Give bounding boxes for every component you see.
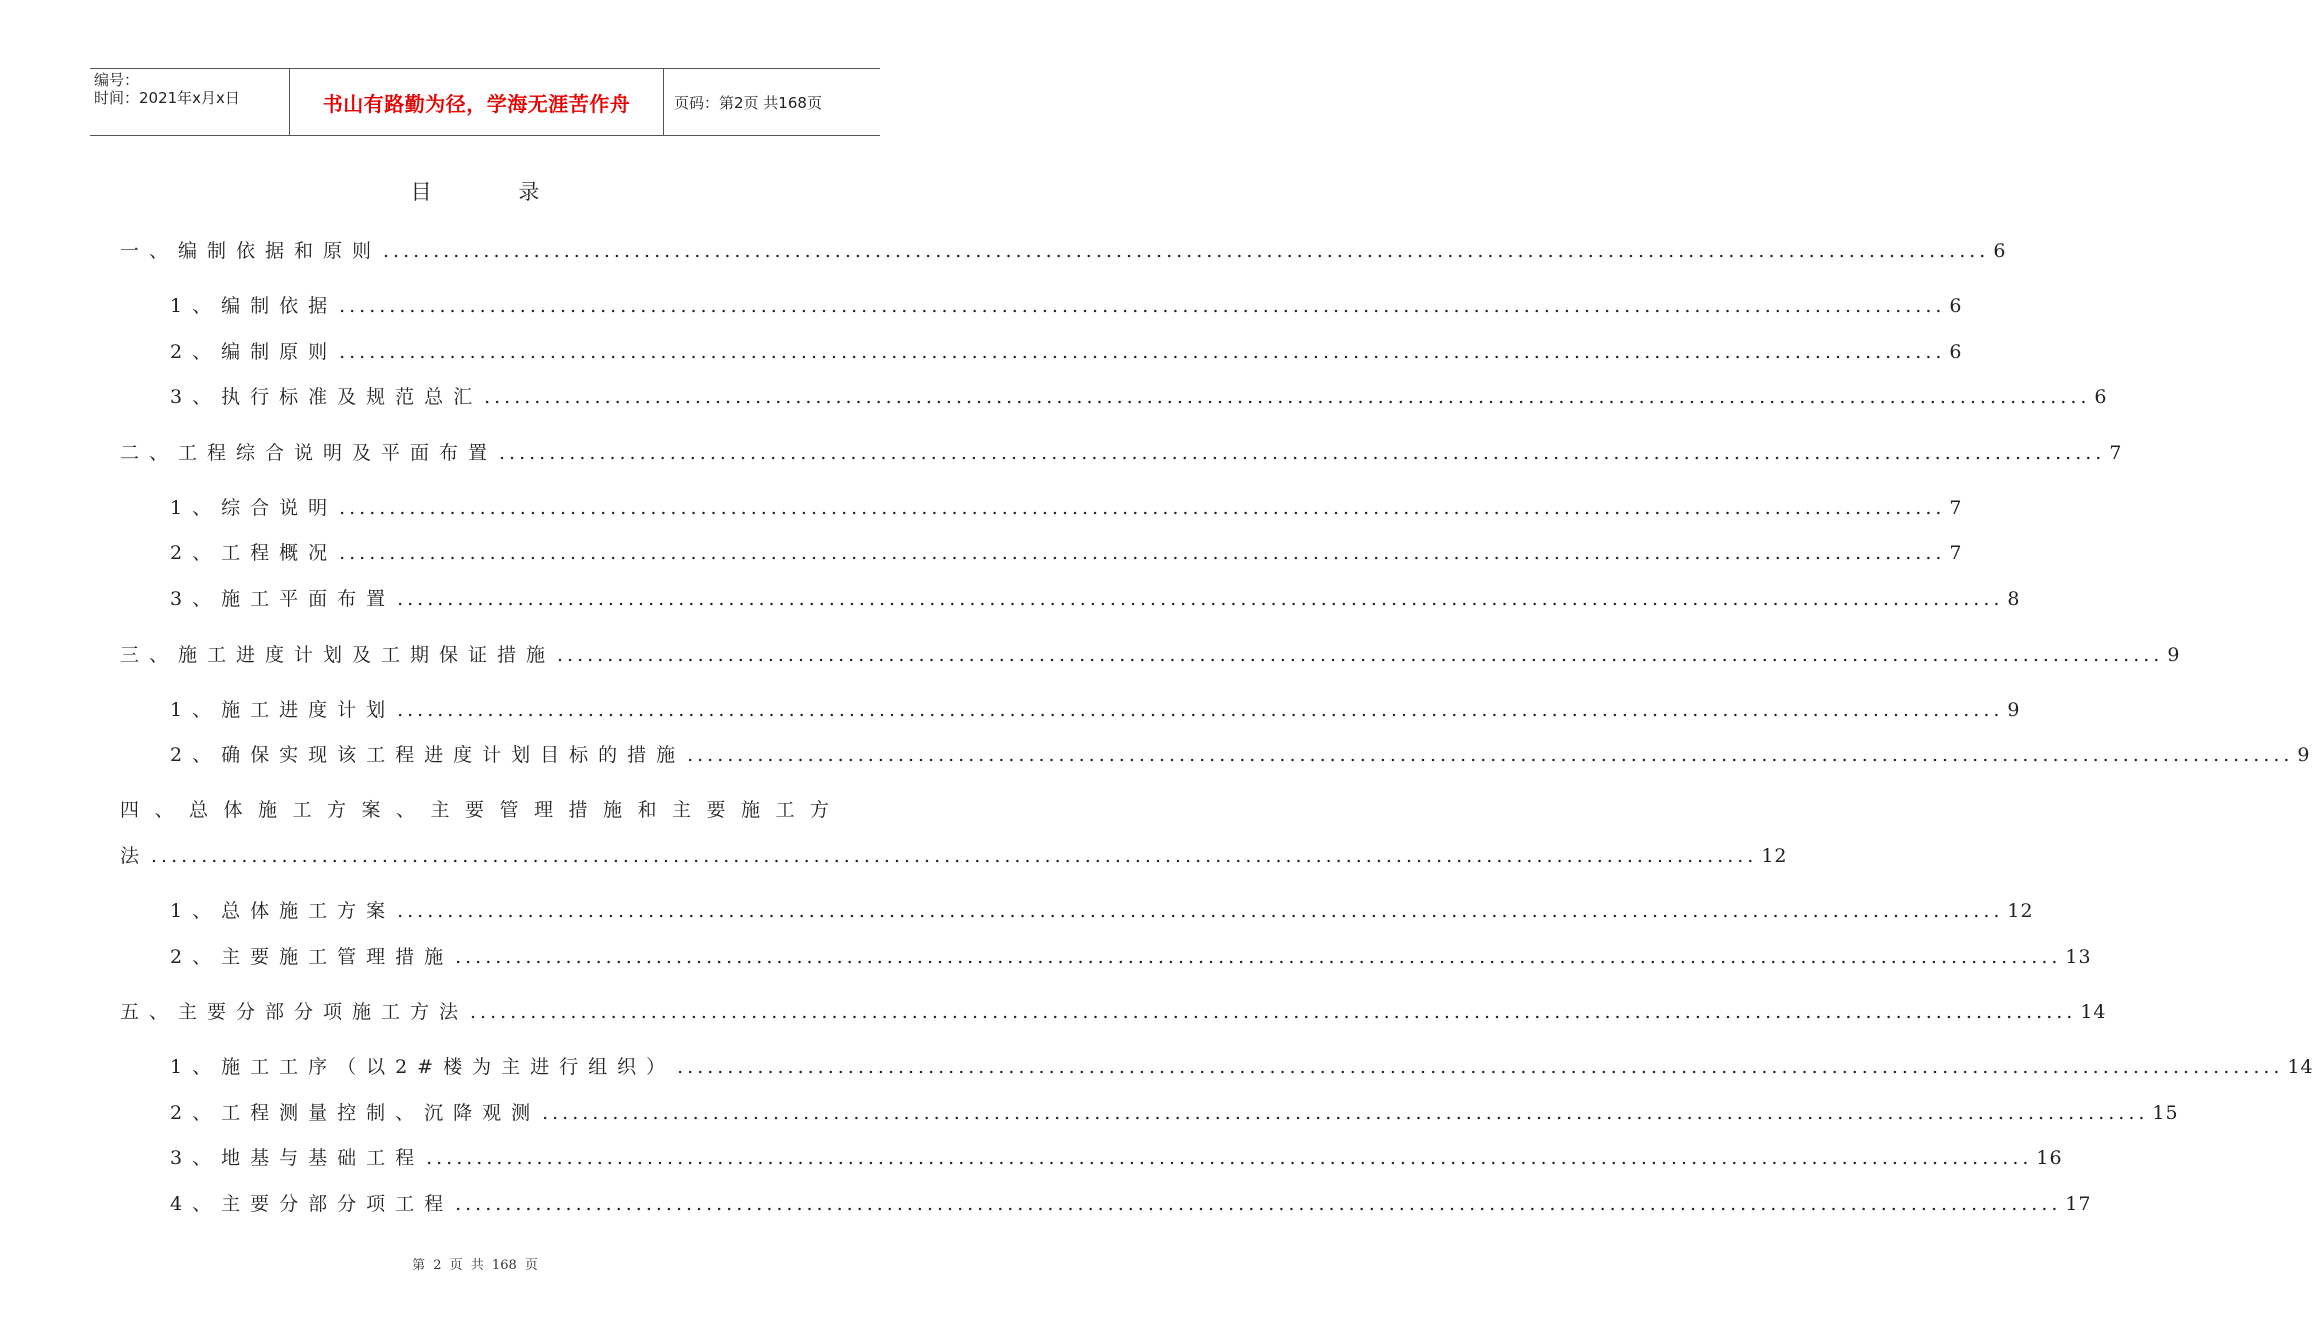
toc-leader-dots: ................................................................................................................................................................ [339, 497, 1946, 519]
toc-entry-text: 三、施工进度计划及工期保证措施 [120, 644, 556, 666]
toc-chapter-entry[interactable] [120, 236, 2007, 263]
toc-page-number: 7 [1949, 497, 1963, 519]
toc-chapter-entry[interactable] [120, 640, 2181, 667]
toc-entry-text: 2、编制原则 [170, 341, 338, 363]
toc-page-number: 12 [2007, 900, 2034, 922]
toc-leader-dots: ................................................................................................................................................................ [426, 1147, 2033, 1169]
page-footer: 第 2 页 共 168 页 [412, 1258, 538, 1273]
toc-leader-dots: ................................................................................................................................................................ [397, 900, 2004, 922]
toc-leader-dots: ................................................................................................................................................................ [339, 341, 1946, 363]
toc-entry-text: 1、总体施工方案 [170, 900, 396, 922]
page-header [90, 68, 880, 136]
toc-page-number: 9 [2167, 644, 2181, 666]
toc-entry-text: 一、编制依据和原则 [120, 240, 382, 262]
toc-section-entry[interactable] [170, 493, 1963, 520]
toc-entry-text: 3、施工平面布置 [170, 588, 396, 610]
toc-leader-dots: ................................................................................................................................................................ [339, 542, 1946, 564]
toc-chapter-entry[interactable] [120, 997, 2107, 1024]
toc-page-number: 6 [1949, 295, 1963, 317]
toc-page-number: 6 [1949, 341, 1963, 363]
toc-section-entry[interactable] [170, 538, 1963, 565]
toc-section-entry[interactable] [170, 1098, 2179, 1125]
toc-leader-dots: ................................................................................................................................................................ [677, 1056, 2284, 1078]
toc-page-number: 16 [2036, 1147, 2063, 1169]
toc-page-number: 14 [2080, 1001, 2107, 1023]
toc-page-number: 6 [2094, 386, 2108, 408]
toc-entry-wrapped-line: 四、总体施工方案、主要管理措施和主要施工方 [120, 799, 845, 821]
serial-number-label: 编号： [94, 71, 140, 89]
toc-leader-dots: ................................................................................................................................................................ [151, 845, 1758, 867]
header-page-info: 页码：第2页 共168页 [674, 93, 822, 112]
toc-entry-text: 2、工程测量控制、沉降观测 [170, 1102, 541, 1124]
toc-entry-text: 2、确保实现该工程进度计划目标的措施 [170, 744, 686, 766]
toc-section-entry[interactable] [170, 942, 2092, 969]
toc-leader-dots: ................................................................................................................................................................ [687, 744, 2294, 766]
header-meta [90, 69, 290, 135]
time-label: 时间：2021年x月x日 [94, 89, 240, 107]
toc-leader-dots: ................................................................................................................................................................ [470, 1001, 2077, 1023]
toc-entry-text: 1、综合说明 [170, 497, 338, 519]
toc-entry-text: 1、施工进度计划 [170, 699, 396, 721]
toc-leader-dots: ................................................................................................................................................................ [383, 240, 1990, 262]
toc-section-entry[interactable] [170, 1189, 2092, 1216]
toc-page-number: 9 [2297, 744, 2311, 766]
toc-entry-text: 3、执行标准及规范总汇 [170, 386, 483, 408]
toc-page-number: 9 [2007, 699, 2021, 721]
toc-entry-text: 4、主要分部分项工程 [170, 1193, 454, 1215]
toc-leader-dots: ................................................................................................................................................................ [499, 442, 2106, 464]
toc-leader-dots: ................................................................................................................................................................ [542, 1102, 2149, 1124]
toc-entry-text: 二、工程综合说明及平面布置 [120, 442, 498, 464]
toc-chapter-entry[interactable] [120, 841, 1788, 868]
toc-leader-dots: ................................................................................................................................................................ [455, 1193, 2062, 1215]
header-motto: 书山有路勤为径，学海无涯苦作舟 [290, 69, 664, 135]
toc-page-number: 17 [2065, 1193, 2092, 1215]
toc-leader-dots: ................................................................................................................................................................ [397, 699, 2004, 721]
toc-page-number: 12 [1761, 845, 1788, 867]
toc-section-entry[interactable] [170, 1052, 2314, 1079]
toc-section-entry[interactable] [170, 337, 1963, 364]
toc-section-entry[interactable] [170, 695, 2021, 722]
toc-section-entry[interactable] [170, 740, 2311, 767]
toc-section-entry[interactable] [170, 382, 2108, 409]
toc-title: 目 录 [410, 180, 580, 204]
toc-page-number: 15 [2152, 1102, 2179, 1124]
toc-page-number: 13 [2065, 946, 2092, 968]
toc-page-number: 8 [2007, 588, 2021, 610]
toc-leader-dots: ................................................................................................................................................................ [484, 386, 2091, 408]
toc-leader-dots: ................................................................................................................................................................ [455, 946, 2062, 968]
toc-leader-dots: ................................................................................................................................................................ [397, 588, 2004, 610]
toc-entry-text: 五、主要分部分项施工方法 [120, 1001, 469, 1023]
toc-chapter-entry[interactable] [120, 438, 2123, 465]
toc-section-entry[interactable] [170, 291, 1963, 318]
toc-leader-dots: ................................................................................................................................................................ [557, 644, 2164, 666]
toc-entry-text: 法 [120, 845, 150, 867]
toc-entry-text: 1、施工工序（以2#楼为主进行组织） [170, 1056, 676, 1078]
toc-leader-dots: ................................................................................................................................................................ [339, 295, 1946, 317]
toc-page-number: 7 [2109, 442, 2123, 464]
toc-page-number: 14 [2287, 1056, 2314, 1078]
toc-page-number: 7 [1949, 542, 1963, 564]
toc-section-entry[interactable] [170, 584, 2021, 611]
toc-entry-text: 1、编制依据 [170, 295, 338, 317]
toc-section-entry[interactable] [170, 1143, 2063, 1170]
toc-section-entry[interactable] [170, 896, 2034, 923]
toc-entry-text: 3、地基与基础工程 [170, 1147, 425, 1169]
toc-entry-text: 2、主要施工管理措施 [170, 946, 454, 968]
toc-entry-text: 2、工程概况 [170, 542, 338, 564]
toc-page-number: 6 [1993, 240, 2007, 262]
